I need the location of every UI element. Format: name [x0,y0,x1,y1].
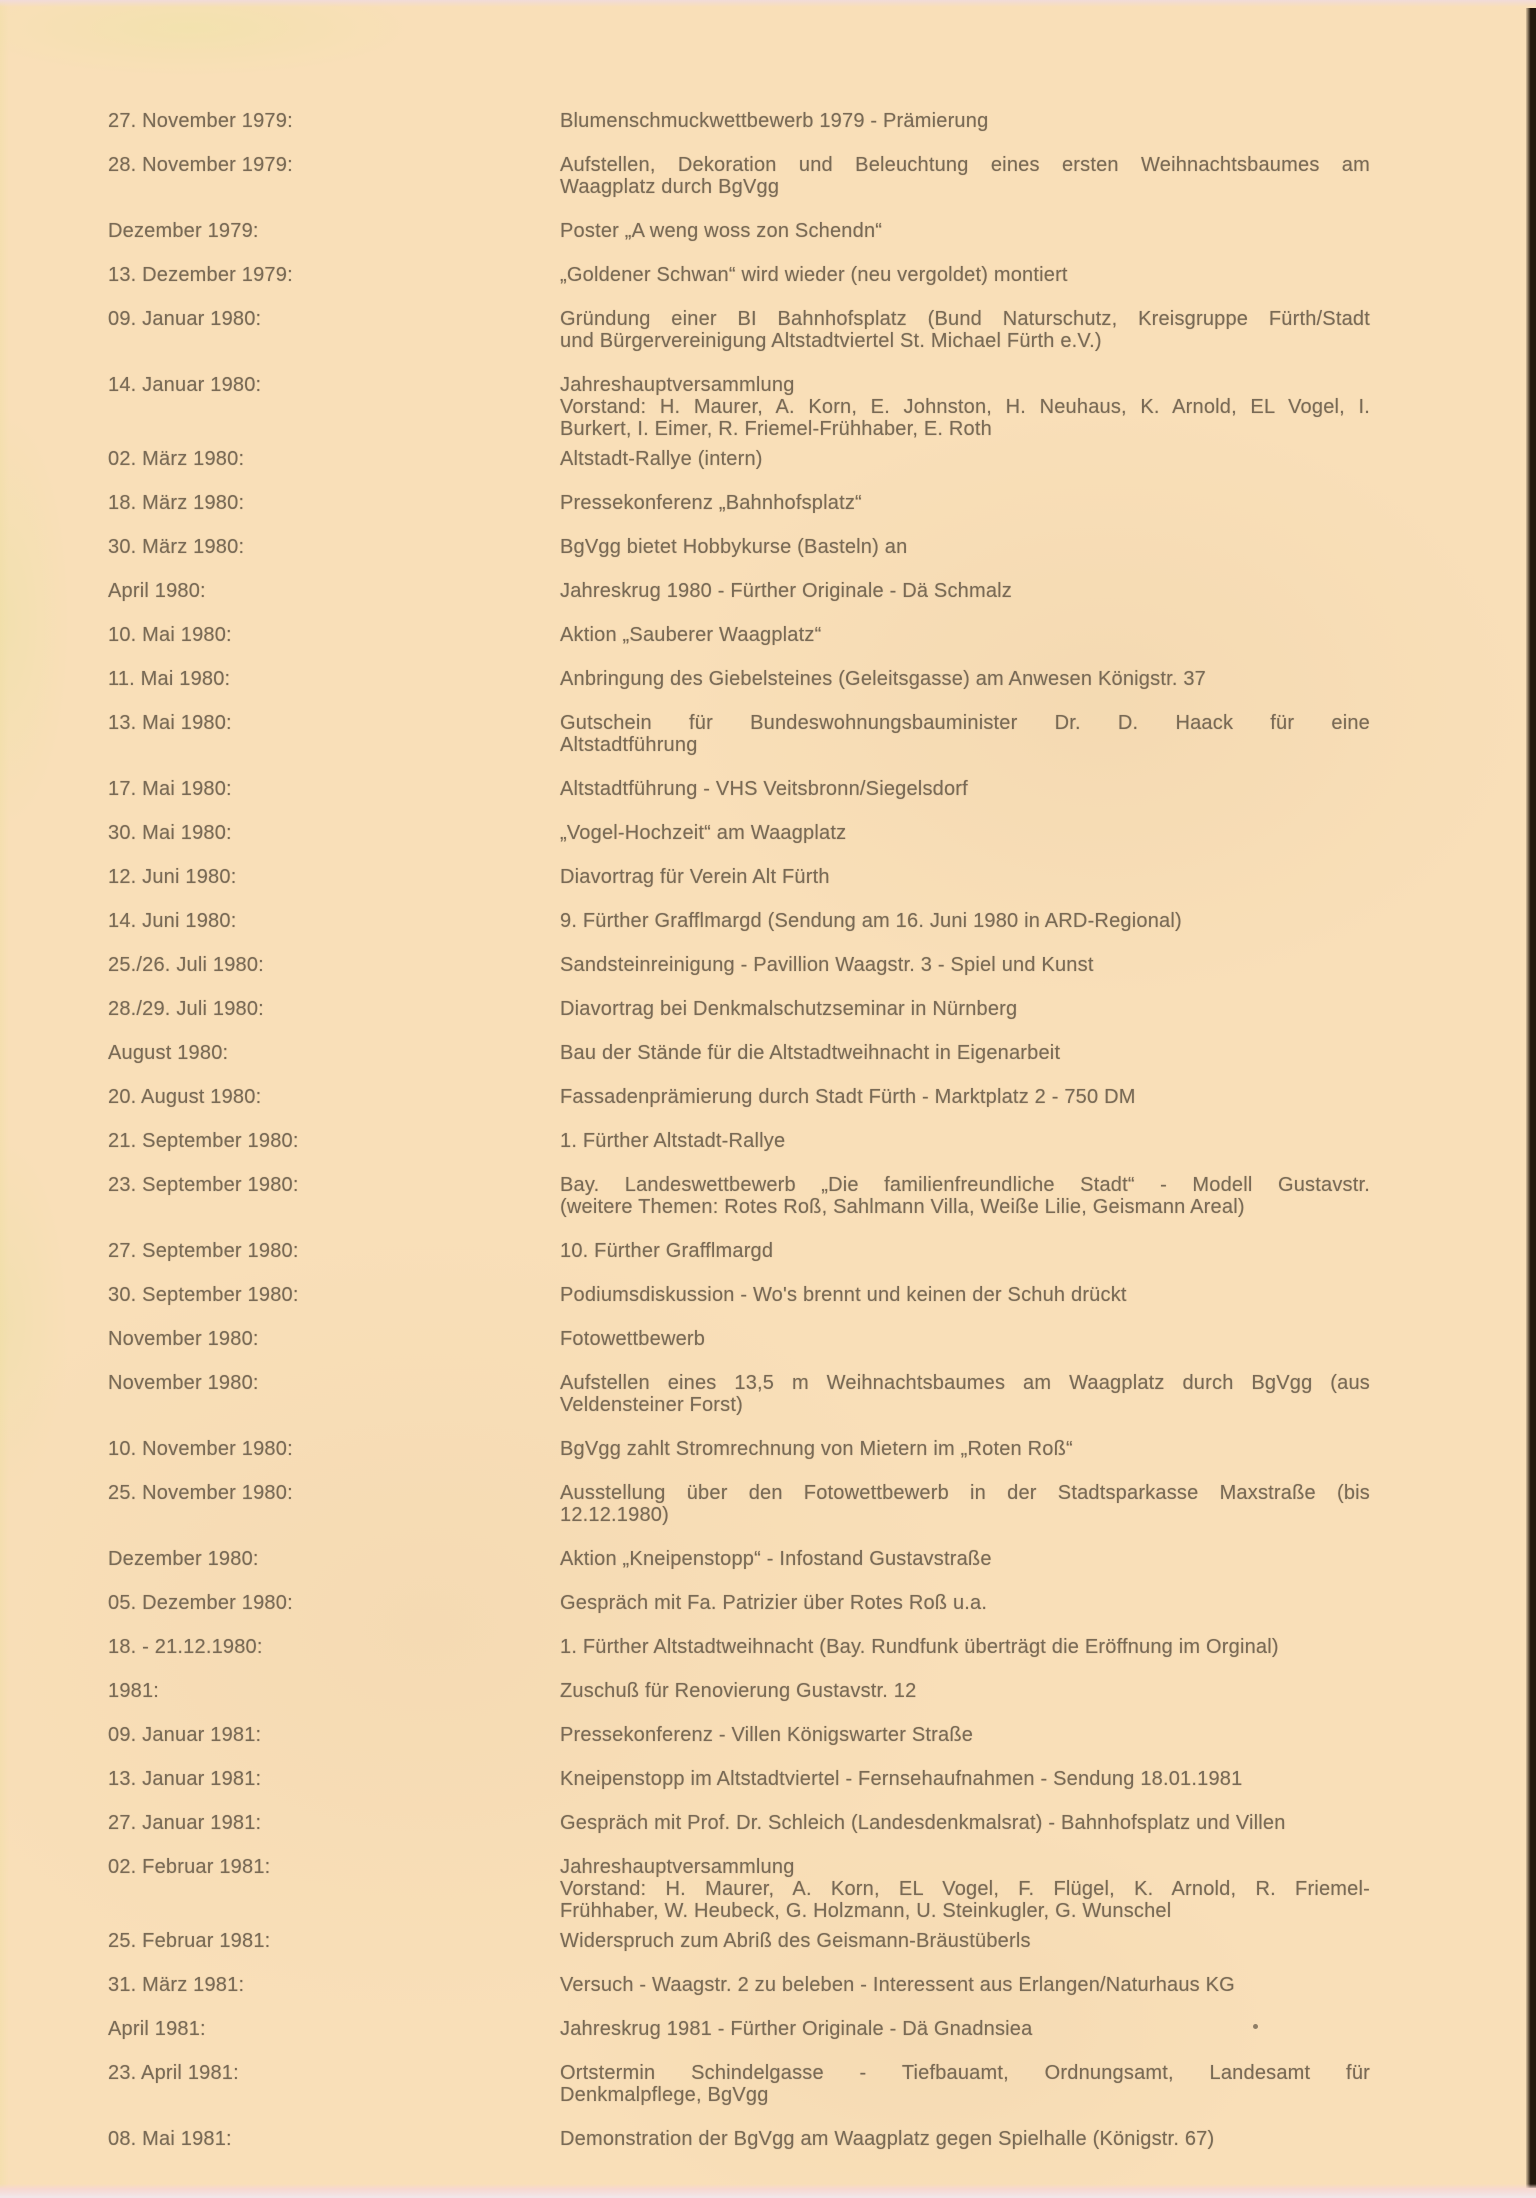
row-description [560,374,1370,440]
row-description [560,536,1370,558]
row-date-label: 10. November 1980: [108,1438,293,1460]
row-date-label: 13. Mai 1980: [108,712,232,734]
row-date-label: 23. April 1981: [108,2062,239,2084]
description-line: 9. Fürther Grafflmargd (Sendung am 16. Juni 1980 in ARD-Regional) [560,910,1182,932]
timeline-row [108,778,1380,800]
row-description [560,1482,1370,1526]
description-line: „Vogel-Hochzeit“ am Waagplatz [560,822,847,844]
timeline-row [108,1636,1380,1658]
description-line: Gutschein für Bundeswohnungsbauminister Dr. D. Haack für eine [560,712,1370,734]
timeline-row [108,624,1380,646]
row-description [560,448,1370,470]
timeline-row [108,2062,1380,2106]
timeline-row [108,1328,1380,1350]
timeline-row [108,1680,1380,1702]
description-line: Vorstand: H. Maurer, A. Korn, EL Vogel, F. Flügel, K. Arnold, R. Friemel- [560,1878,1370,1900]
timeline-row [108,1856,1380,1922]
description-line: Aufstellen, Dekoration und Beleuchtung eines ersten Weihnachtsbaumes am [560,154,1370,176]
row-description [560,954,1370,976]
row-description [560,1724,1370,1746]
row-date-label: 12. Juni 1980: [108,866,237,888]
timeline-row [108,1930,1380,1952]
row-description [560,1372,1370,1416]
timeline-row [108,1174,1380,1218]
description-line: 1. Fürther Altstadt-Rallye [560,1130,786,1152]
row-date-label: 20. August 1980: [108,1086,262,1108]
description-line: Fassadenprämierung durch Stadt Fürth - Marktplatz 2 - 750 DM [560,1086,1136,1108]
timeline-row [108,1812,1380,1834]
row-description [560,1240,1370,1262]
row-date-label: 18. März 1980: [108,492,245,514]
scan-edge-left [0,0,9,2198]
row-date-label: November 1980: [108,1328,259,1350]
row-description [560,1768,1370,1790]
timeline-row [108,910,1380,932]
row-description [560,1174,1370,1218]
scan-edge-right [1526,8,1536,2188]
row-date-label: 18. - 21.12.1980: [108,1636,263,1658]
row-date-label: 14. Juni 1980: [108,910,237,932]
timeline-row [108,954,1380,976]
description-line: 1. Fürther Altstadtweihnacht (Bay. Rundfunk überträgt die Eröffnung im Orginal) [560,1636,1279,1658]
row-date-label: 17. Mai 1980: [108,778,232,800]
description-line: Frühhaber, W. Heubeck, G. Holzmann, U. Steinkugler, G. Wunschel [560,1900,1172,1922]
description-line: Fotowettbewerb [560,1328,706,1350]
scan-edge-bottom [0,2184,1536,2198]
row-date-label: 08. Mai 1981: [108,2128,232,2150]
description-line: Aktion „Sauberer Waagplatz“ [560,624,822,646]
row-date-label: 25./26. Juli 1980: [108,954,264,976]
row-date-label: 27. Januar 1981: [108,1812,262,1834]
description-line: Ortstermin Schindelgasse - Tiefbauamt, Ordnungsamt, Landesamt für [560,2062,1370,2084]
description-line: Altstadtführung [560,734,698,756]
row-date-label: 1981: [108,1680,160,1702]
row-description [560,998,1370,1020]
row-date-label: 21. September 1980: [108,1130,299,1152]
row-date-label: 27. September 1980: [108,1240,299,1262]
description-line: Pressekonferenz „Bahnhofsplatz“ [560,492,862,514]
timeline-row [108,1130,1380,1152]
row-date-label: 25. Februar 1981: [108,1930,271,1952]
description-line: Burkert, I. Eimer, R. Friemel-Frühhaber, E. Roth [560,418,992,440]
description-line: BgVgg bietet Hobbykurse (Basteln) an [560,536,908,558]
row-description [560,1438,1370,1460]
row-date-label: 23. September 1980: [108,1174,299,1196]
row-description [560,778,1370,800]
timeline-row [108,220,1380,242]
description-line: Diavortrag für Verein Alt Fürth [560,866,830,888]
row-description [560,1930,1370,1952]
row-description [560,668,1370,690]
timeline-row [108,866,1380,888]
description-line: Altstadtführung - VHS Veitsbronn/Siegelsdorf [560,778,968,800]
description-line: Waagplatz durch BgVgg [560,176,780,198]
row-date-label: Dezember 1980: [108,1548,259,1570]
row-date-label: 02. März 1980: [108,448,245,470]
row-description [560,910,1370,932]
description-line: Poster „A weng woss zon Schendn“ [560,220,883,242]
row-description [560,110,1370,132]
row-date-label: 30. Mai 1980: [108,822,232,844]
description-line: Aufstellen eines 13,5 m Weihnachtsbaumes am Waagplatz durch BgVgg (aus [560,1372,1370,1394]
timeline-row [108,712,1380,756]
timeline-row [108,1284,1380,1306]
timeline-row [108,822,1380,844]
row-description [560,822,1370,844]
description-line: (weitere Themen: Rotes Roß, Sahlmann Villa, Weiße Lilie, Geismann Areal) [560,1196,1245,1218]
row-date-label: 02. Februar 1981: [108,1856,271,1878]
description-line: Diavortrag bei Denkmalschutzseminar in Nürnberg [560,998,1018,1020]
row-date-label: 05. Dezember 1980: [108,1592,293,1614]
description-line: Podiumsdiskussion - Wo's brennt und keinen der Schuh drückt [560,1284,1127,1306]
description-line: Jahreshauptversammlung [560,374,795,396]
timeline-row [108,1240,1380,1262]
description-line: Sandsteinreinigung - Pavillion Waagstr. 3 - Spiel und Kunst [560,954,1094,976]
timeline-row [108,1592,1380,1614]
description-line: Pressekonferenz - Villen Königswarter Straße [560,1724,974,1746]
row-description [560,2062,1370,2106]
description-line: Gespräch mit Prof. Dr. Schleich (Landesdenkmalsrat) - Bahnhofsplatz und Villen [560,1812,1286,1834]
timeline-row [108,2128,1380,2150]
row-date-label: 30. März 1980: [108,536,245,558]
description-line: 10. Fürther Grafflmargd [560,1240,774,1262]
row-date-label: 30. September 1980: [108,1284,299,1306]
row-description [560,264,1370,286]
description-line: Altstadt-Rallye (intern) [560,448,763,470]
row-description [560,492,1370,514]
description-line: Kneipenstopp im Altstadtviertel - Fernsehaufnahmen - Sendung 18.01.1981 [560,1768,1243,1790]
description-line: Versuch - Waagstr. 2 zu beleben - Interessent aus Erlangen/Naturhaus KG [560,1974,1235,1996]
row-description [560,580,1370,602]
description-line: Jahreshauptversammlung [560,1856,795,1878]
row-description [560,1548,1370,1570]
row-description [560,1284,1370,1306]
row-date-label: April 1980: [108,580,206,602]
row-date-label: 10. Mai 1980: [108,624,232,646]
description-line: Jahreskrug 1980 - Fürther Originale - Dä Schmalz [560,580,1013,602]
row-date-label: April 1981: [108,2018,206,2040]
description-line: 12.12.1980) [560,1504,669,1526]
row-description [560,624,1370,646]
description-line: Denkmalpflege, BgVgg [560,2084,769,2106]
description-line: Veldensteiner Forst) [560,1394,743,1416]
timeline-row [108,448,1380,470]
timeline-row [108,264,1380,286]
row-date-label: 28. November 1979: [108,154,293,176]
description-line: Blumenschmuckwettbewerb 1979 - Prämierung [560,110,989,132]
row-description [560,1086,1370,1108]
row-date-label: November 1980: [108,1372,259,1394]
row-description [560,866,1370,888]
row-description [560,308,1370,352]
row-description [560,1856,1370,1922]
row-date-label: 31. März 1981: [108,1974,245,1996]
description-line: Gründung einer BI Bahnhofsplatz (Bund Naturschutz, Kreisgruppe Fürth/Stadt [560,308,1370,330]
timeline-row [108,308,1380,352]
description-line: Aktion „Kneipenstopp“ - Infostand Gustavstraße [560,1548,992,1570]
row-description [560,1680,1370,1702]
scan-edge-top [0,0,1536,7]
ink-speck [1253,2024,1258,2029]
timeline-row [108,1768,1380,1790]
timeline-row [108,374,1380,440]
row-date-label: 14. Januar 1980: [108,374,262,396]
description-line: Jahreskrug 1981 - Fürther Originale - Dä Gnadnsiea [560,2018,1033,2040]
description-line: Widerspruch zum Abriß des Geismann-Bräustüberls [560,1930,1031,1952]
row-date-label: 11. Mai 1980: [108,668,231,690]
description-line: Zuschuß für Renovierung Gustavstr. 12 [560,1680,917,1702]
timeline-row [108,1372,1380,1416]
row-description [560,1130,1370,1152]
row-description [560,154,1370,198]
description-line: Vorstand: H. Maurer, A. Korn, E. Johnston, H. Neuhaus, K. Arnold, EL Vogel, I. [560,396,1370,418]
row-description [560,1328,1370,1350]
description-line: und Bürgervereinigung Altstadtviertel St. Michael Fürth e.V.) [560,330,1102,352]
row-date-label: 25. November 1980: [108,1482,293,1504]
description-line: Bau der Stände für die Altstadtweihnacht in Eigenarbeit [560,1042,1061,1064]
row-description [560,2018,1370,2040]
row-date-label: 09. Januar 1980: [108,308,262,330]
timeline-row [108,1086,1380,1108]
row-description [560,712,1370,756]
row-date-label: 09. Januar 1981: [108,1724,262,1746]
row-date-label: 28./29. Juli 1980: [108,998,264,1020]
description-line: Gespräch mit Fa. Patrizier über Rotes Roß u.a. [560,1592,988,1614]
row-date-label: 27. November 1979: [108,110,293,132]
timeline-row [108,580,1380,602]
timeline-row [108,1042,1380,1064]
description-line: „Goldener Schwan“ wird wieder (neu vergoldet) montiert [560,264,1068,286]
timeline-row [108,668,1380,690]
timeline-row [108,1438,1380,1460]
timeline-row [108,1724,1380,1746]
row-date-label: August 1980: [108,1042,229,1064]
timeline-row [108,2018,1380,2040]
row-date-label: 13. Dezember 1979: [108,264,293,286]
row-description [560,1592,1370,1614]
description-line: Demonstration der BgVgg am Waagplatz gegen Spielhalle (Königstr. 67) [560,2128,1215,2150]
row-description [560,1812,1370,1834]
event-timeline [108,110,1380,2172]
timeline-row [108,1548,1380,1570]
description-line: Anbringung des Giebelsteines (Geleitsgasse) am Anwesen Königstr. 37 [560,668,1206,690]
timeline-row [108,154,1380,198]
description-line: Ausstellung über den Fotowettbewerb in der Stadtsparkasse Maxstraße (bis [560,1482,1370,1504]
row-date-label: Dezember 1979: [108,220,259,242]
description-line: BgVgg zahlt Stromrechnung von Mietern im „Roten Roß“ [560,1438,1073,1460]
timeline-row [108,492,1380,514]
timeline-row [108,998,1380,1020]
row-description [560,2128,1370,2150]
row-date-label: 13. Januar 1981: [108,1768,262,1790]
row-description [560,220,1370,242]
timeline-row [108,536,1380,558]
row-description [560,1042,1370,1064]
timeline-row [108,1482,1380,1526]
description-line: Bay. Landeswettbewerb „Die familienfreundliche Stadt“ - Modell Gustavstr. [560,1174,1370,1196]
timeline-row [108,1974,1380,1996]
row-description [560,1974,1370,1996]
timeline-row [108,110,1380,132]
row-description [560,1636,1370,1658]
